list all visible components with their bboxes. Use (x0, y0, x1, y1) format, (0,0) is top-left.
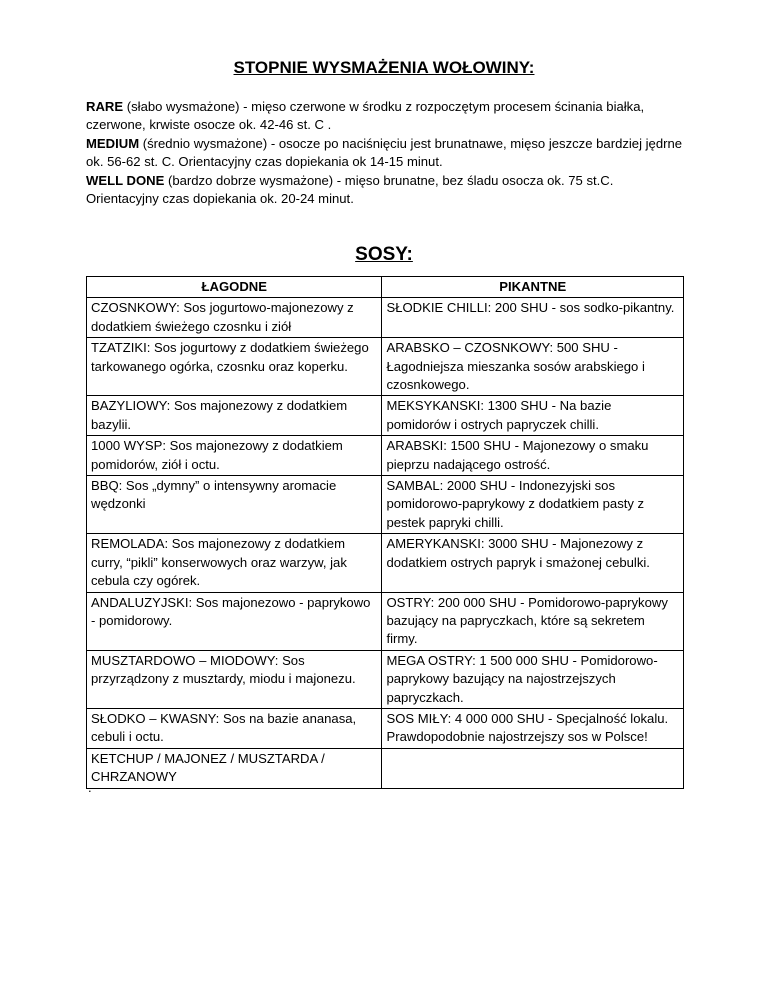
table-row (87, 298, 684, 338)
table-row (87, 708, 684, 748)
table-row (87, 436, 684, 476)
mild-sauce-cell: BAZYLIOWY: Sos majonezowy z dodatkiem bazylii. (87, 396, 382, 436)
table-row (87, 338, 684, 396)
table-row (87, 592, 684, 650)
spicy-sauce-cell: ARABSKI: 1500 SHU - Majonezowy o smaku pieprzu nadającego ostrość. (382, 436, 684, 476)
spicy-sauce-cell: SŁODKIE CHILLI: 200 SHU - sos sodko-pikantny. (382, 298, 684, 338)
spicy-sauce-cell: MEKSYKANSKI: 1300 SHU - Na bazie pomidorów i ostrych papryczek chilli. (382, 396, 684, 436)
mild-sauce-cell: 1000 WYSP: Sos majonezowy z dodatkiem pomidorów, ziół i octu. (87, 436, 382, 476)
doneness-label: WELL DONE (86, 172, 165, 188)
table-row (87, 396, 684, 436)
sauces-table (86, 276, 684, 789)
header-spicy: PIKANTNE (382, 277, 684, 298)
header-mild: ŁAGODNE (87, 277, 382, 298)
table-row (87, 748, 684, 788)
spicy-sauce-cell: SOS MIŁY: 4 000 000 SHU - Specjalność lokalu. Prawdopodobnie najostrzejszy sos w Polsce! (382, 708, 684, 748)
doneness-label: MEDIUM (86, 135, 140, 151)
table-row (87, 650, 684, 708)
doneness-well-done (86, 172, 686, 209)
doneness-list (86, 98, 686, 208)
sauces-title: SOSY: (355, 244, 413, 265)
footer-dot: . (88, 780, 92, 795)
table-header-row (87, 277, 684, 298)
spicy-sauce-cell: ARABSKO – CZOSNKOWY: 500 SHU - Łagodniejsza mieszanka sosów arabskiego i czosnkowego. (382, 338, 684, 396)
table-row (87, 534, 684, 592)
mild-sauce-cell: BBQ: Sos „dymny” o intensywny aromacie wędzonki (87, 476, 382, 534)
doneness-text: (średnio wysmażone) - osocze po naciśnięciu jest brunatnawe, mięso jeszcze bardziej jędrne ok. 56-62 st. C. Orientacyjny czas dopiekania ok 14-15 minut. (86, 135, 683, 170)
mild-sauce-cell: KETCHUP / MAJONEZ / MUSZTARDA / CHRZANOWY (87, 748, 382, 788)
doneness-text: (bardzo dobrze wysmażone) - mięso brunatne, bez śladu osocza ok. 75 st.C. Orientacyjny czas dopiekania ok. 20-24 minut. (86, 172, 614, 207)
mild-sauce-cell: SŁODKO – KWASNY: Sos na bazie ananasa, cebuli i octu. (87, 708, 382, 748)
doneness-rare (86, 98, 686, 135)
mild-sauce-cell: REMOLADA: Sos majonezowy z dodatkiem curry, “pikli” konserwowych oraz warzyw, jak cebula czy ogórek. (87, 534, 382, 592)
table-row (87, 476, 684, 534)
doneness-label: RARE (86, 99, 124, 114)
doneness-title: STOPNIE WYSMAŻENIA WOŁOWINY: (233, 58, 535, 77)
spicy-sauce-cell: SAMBAL: 2000 SHU - Indonezyjski sos pomidorowo-paprykowy z dodatkiem pasty z pestek papryki chilli. (382, 476, 684, 534)
mild-sauce-cell: CZOSNKOWY: Sos jogurtowo-majonezowy z dodatkiem świeżego czosnku i ziół (87, 298, 382, 338)
spicy-sauce-cell: OSTRY: 200 000 SHU - Pomidorowo-paprykowy bazujący na papryczkach, które są sekretem firmy. (382, 592, 684, 650)
spicy-sauce-cell: MEGA OSTRY: 1 500 000 SHU - Pomidorowo-paprykowy bazujący na najostrzejszych papryczkach. (382, 650, 684, 708)
mild-sauce-cell: TZATZIKI: Sos jogurtowy z dodatkiem świeżego tarkowanego ogórka, czosnku oraz koperku. (87, 338, 382, 396)
doneness-text: (słabo wysmażone) - mięso czerwone w środku z rozpoczętym procesem ścinania białka, czerwone, krwiste osocze ok. 42-46 st. C . (86, 99, 645, 133)
spicy-sauce-cell: AMERYKANSKI: 3000 SHU - Majonezowy z dodatkiem ostrych papryk i smażonej cebulki. (382, 534, 684, 592)
doneness-medium (86, 135, 686, 172)
mild-sauce-cell: ANDALUZYJSKI: Sos majonezowo - paprykowo - pomidorowy. (87, 592, 382, 650)
mild-sauce-cell: MUSZTARDOWO – MIODOWY: Sos przyrządzony z musztardy, miodu i majonezu. (87, 650, 382, 708)
spicy-sauce-cell (382, 748, 684, 788)
